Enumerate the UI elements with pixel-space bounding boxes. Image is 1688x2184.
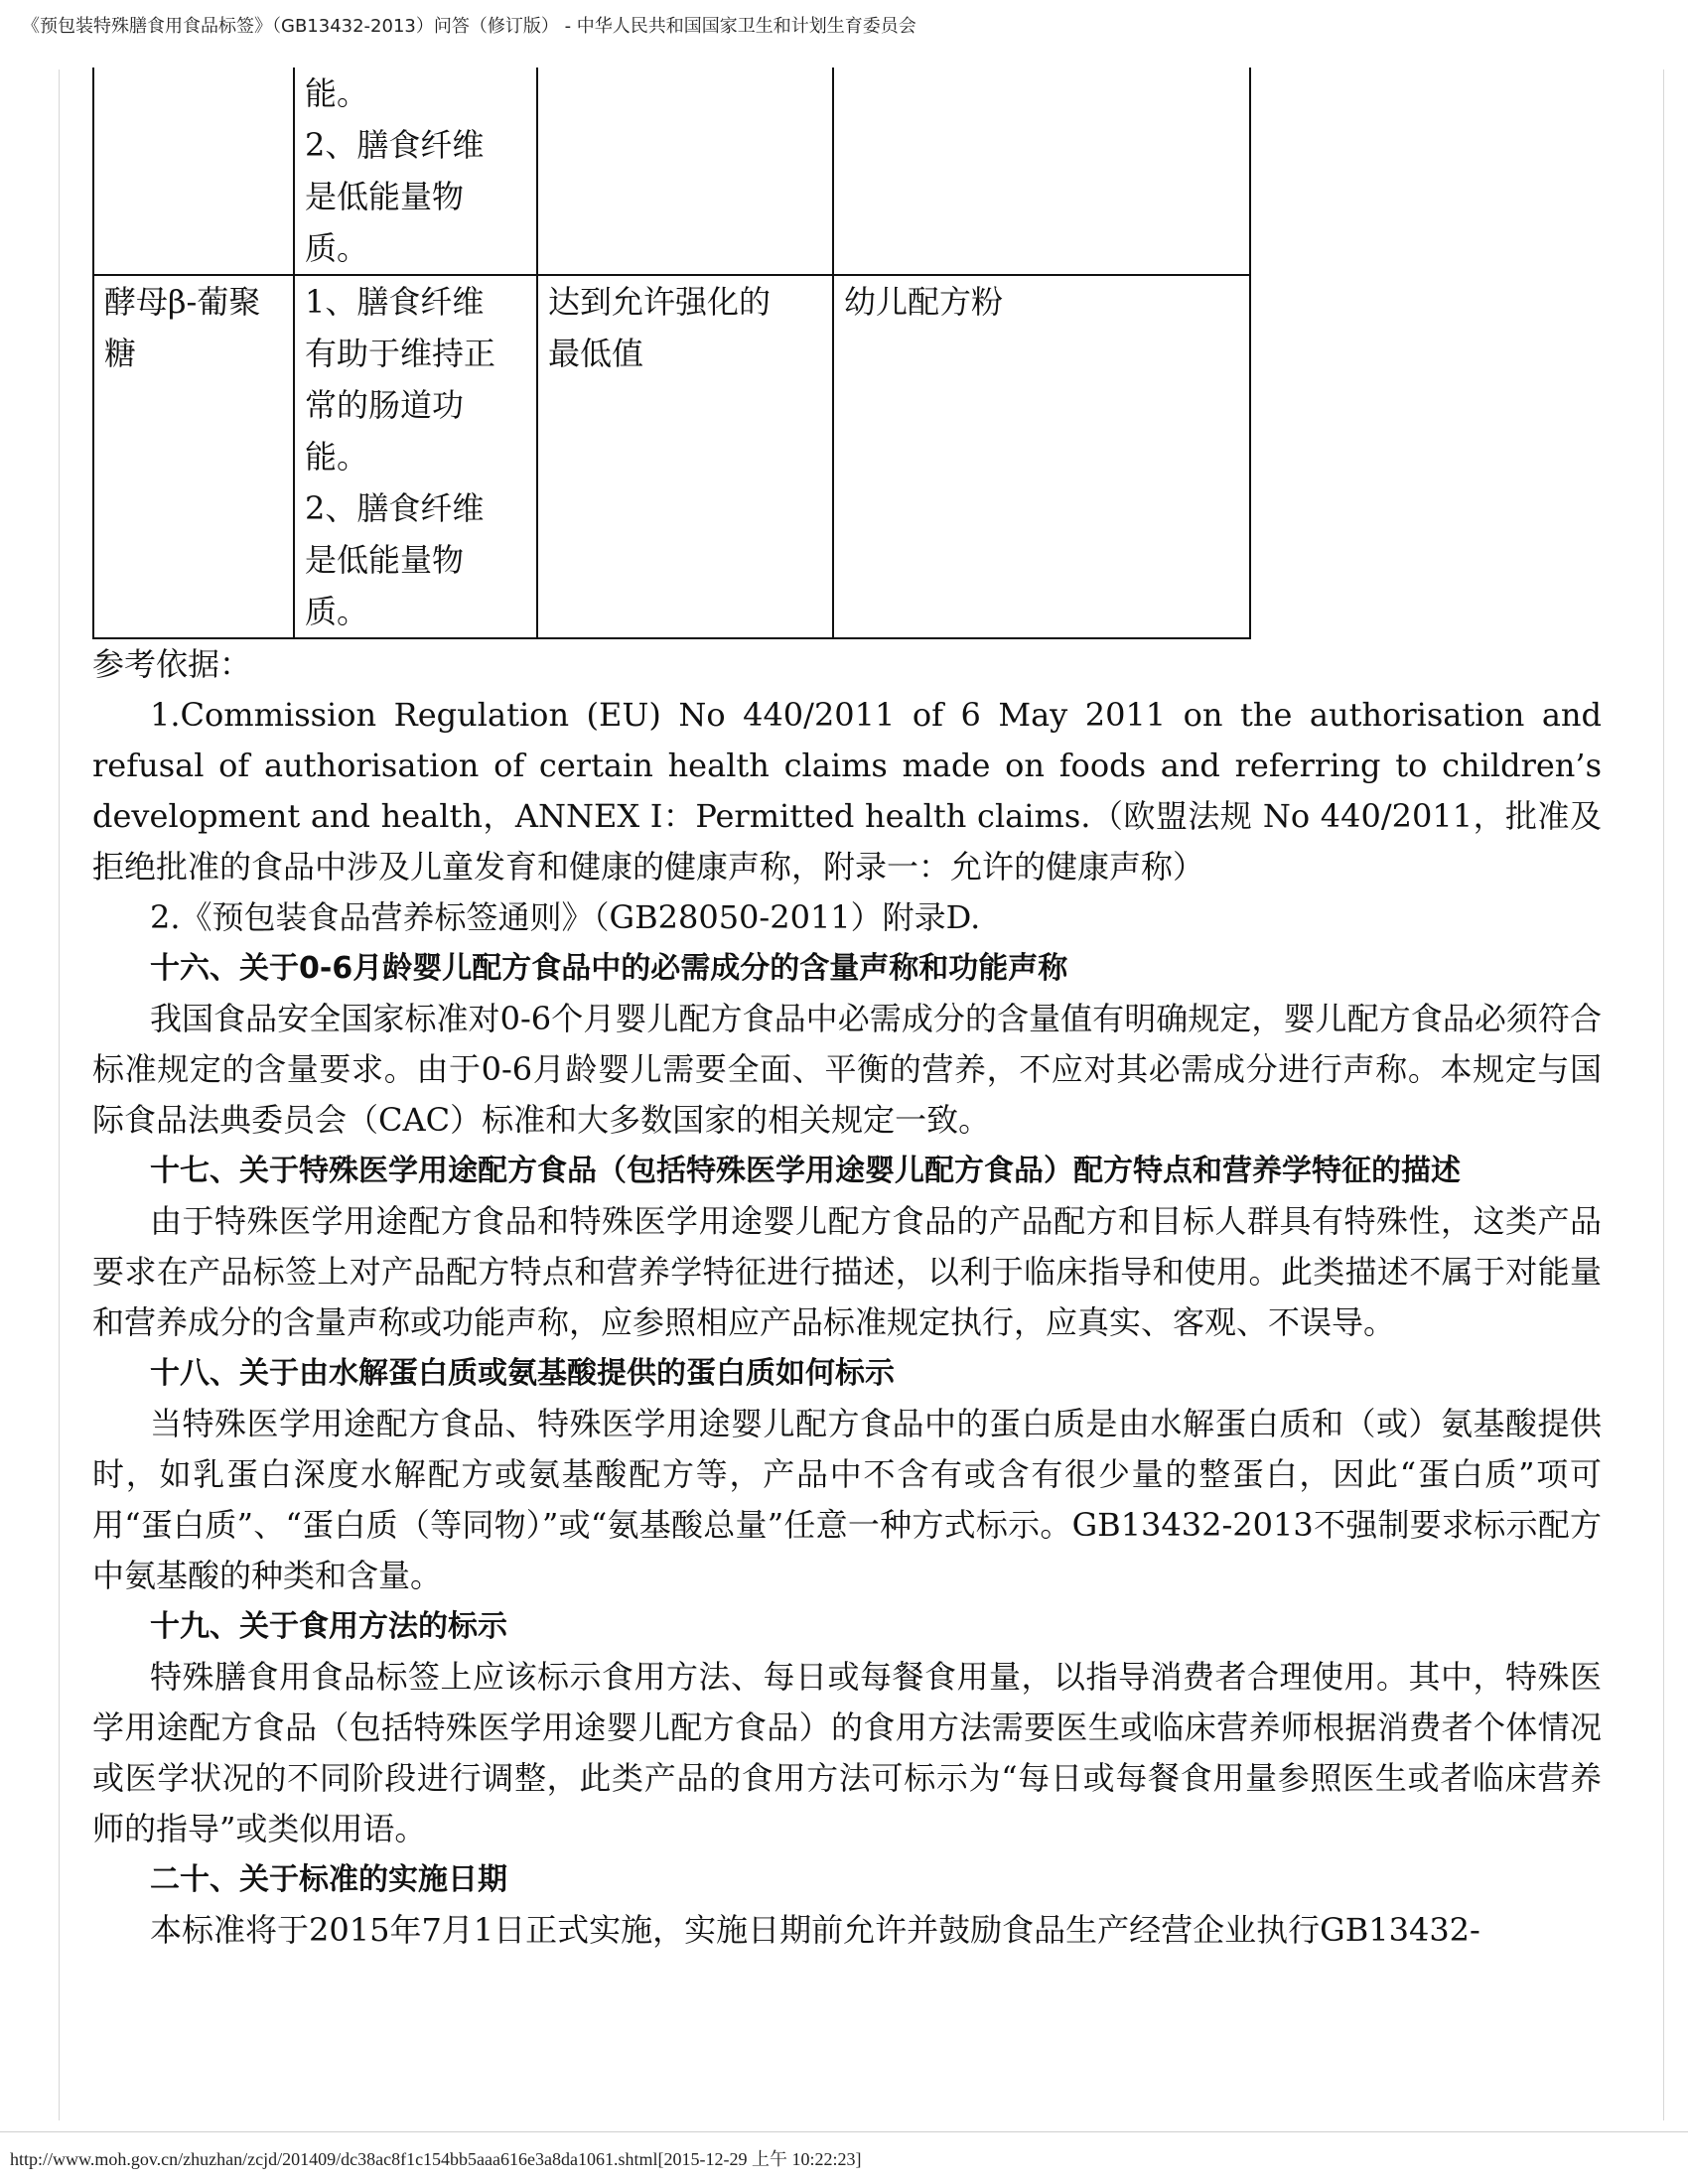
section-heading: 十七、关于特殊医学用途配方食品（包括特殊医学用途婴儿配方食品）配方特点和营养学特征的描述 [150,1154,1461,1188]
cell-line: 酵母β-葡聚 [104,283,261,321]
table-cell [93,68,294,275]
section-body: 特殊膳食用食品标签上应该标示食用方法、每日或每餐食用量，以指导消费者合理使用。其中，特殊医学用途配方食品（包括特殊医学用途婴儿配方食品）的食用方法需要医生或临床营养师根据消费者个体情况或医学状况的不同阶段进行调整，此类产品的食用方法可标示为“每日或每餐食用量参照医生或者临床营养师的指导”或类似用语。 [92,1658,1602,1847]
cell-line: 质。 [305,593,369,630]
section-heading: 十六、关于0-6月龄婴儿配方食品中的必需成分的含量声称和功能声称 [150,951,1068,986]
cell-line: 有助于维持正 [305,335,496,372]
cell-line: 糖 [104,335,137,372]
cell-line: 1、膳食纤维 [305,283,485,321]
footer-divider [0,2131,1688,2132]
section-body: 由于特殊医学用途配方食品和特殊医学用途婴儿配方食品的产品配方和目标人群具有特殊性，这类产品要求在产品标签上对产品配方特点和营养学特征进行描述，以利于临床指导和使用。此类描述不属于对能量和营养成分的含量声称或功能声称，应参照相应产品标准规定执行，应真实、客观、不误导。 [92,1202,1602,1341]
table-cell [294,68,537,275]
table-cell [833,68,1250,275]
source-url-footer[interactable]: http://www.moh.gov.cn/zhuzhan/zcjd/201409/dc38ac8f1c154bb5aaa616e3a8da1061.shtml[2015-12-29 上午 10:22:23] [10,2149,862,2169]
cell-line: 能。 [305,74,369,112]
section-heading: 二十、关于标准的实施日期 [150,1862,507,1897]
document-header: 《预包装特殊膳食用食品标签》（GB13432-2013）问答（修订版） - 中华人民共和国国家卫生和计划生育委员会 [22,16,916,37]
cell-line: 能。 [305,438,369,476]
document-content [92,68,1602,1956]
table-row [93,275,1250,638]
table-cell [537,68,833,275]
cell-line: 达到允许强化的 [548,283,772,321]
section-heading: 十八、关于由水解蛋白质或氨基酸提供的蛋白质如何标示 [150,1356,895,1391]
cell-line: 最低值 [548,335,644,372]
cell-line: 是低能量物 [305,541,465,579]
references-title: 参考依据： [92,645,252,683]
cell-line: 2、膳食纤维 [305,126,485,164]
section-body: 我国食品安全国家标准对0-6个月婴儿配方食品中必需成分的含量值有明确规定，婴儿配方食品必须符合标准规定的含量要求。由于0-6月龄婴儿需要全面、平衡的营养，不应对其必需成分进行声称。本规定与国际食品法典委员会（CAC）标准和大多数国家的相关规定一致。 [92,1000,1602,1139]
health-claims-table [92,68,1251,639]
section-body: 当特殊医学用途配方食品、特殊医学用途婴儿配方食品中的蛋白质是由水解蛋白质和（或）氨基酸提供时，如乳蛋白深度水解配方或氨基酸配方等，产品中不含有或含有很少量的整蛋白，因此“蛋白质”项可用“蛋白质”、“蛋白质（等同物）”或“氨基酸总量”任意一种方式标示。GB13432-2013不强制要求标示配方中氨基酸的种类和含量。 [92,1405,1602,1594]
cell-line: 质。 [305,229,369,267]
cell-line: 是低能量物 [305,178,465,215]
claim-text-cell [294,275,537,638]
page-frame-right-border [1663,69,1664,2120]
applicable-food-cell: 幼儿配方粉 [833,275,1250,638]
page-frame-left-border [59,69,60,2120]
table-row [93,68,1250,275]
condition-cell [537,275,833,638]
nutrient-name-cell [93,275,294,638]
cell-line: 常的肠道功 [305,386,465,424]
section-heading: 十九、关于食用方法的标示 [150,1609,507,1644]
cell-line: 2、膳食纤维 [305,489,485,527]
reference-item: 2.《预包装食品营养标签通则》（GB28050-2011）附录D. [150,898,981,936]
section-body: 本标准将于2015年7月1日正式实施，实施日期前允许并鼓励食品生产经营企业执行GB13432- [150,1911,1480,1949]
reference-item: 1.Commission Regulation (EU) No 440/2011 of 6 May 2011 on the authorisation and refusal of authorisation of certain health claims made on foods and referring to children’s development and health，ANNEX I：Permitted health claims.（欧盟法规 No 440/2011，批准及拒绝批准的食品中涉及儿童发育和健康的健康声称，附录一：允许的健康声称） [92,696,1602,886]
